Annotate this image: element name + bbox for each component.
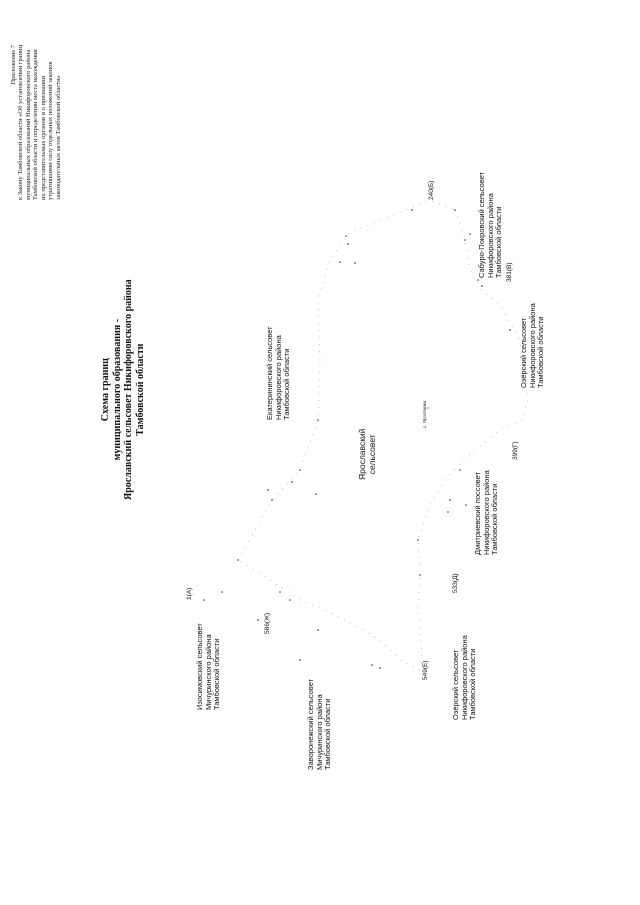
region-line: Мичуринского района [203, 634, 213, 710]
region-label-zavoronezhsky [307, 679, 333, 770]
region-line: Озёрский сельсовет [519, 317, 528, 388]
region-line: Дмитриевский поссовет [473, 471, 482, 555]
region-label-iskrovsky [196, 623, 222, 710]
title-line: муниципального образования - [111, 318, 123, 461]
point-label-533d: 533(Д) [452, 573, 459, 593]
title-line: Схема границ [100, 358, 111, 422]
region-line: Сабуро-Покровский сельсовет [477, 171, 486, 278]
appendix-line: Тамбовской области и определении места нахождения [32, 49, 40, 200]
region-line: Мичуринского района [314, 694, 324, 770]
point-label-586zh: 586(Ж) [264, 612, 271, 634]
region-line: Никифоровского района [481, 470, 491, 555]
region-label-ekaterininsky [266, 326, 292, 420]
appendix-line: к Закону Тамбовской области «Об установлении границ [17, 44, 25, 200]
region-line: Никифоровского района [273, 335, 283, 420]
appendix-line: муниципальных образований Никифоровского района [24, 49, 32, 200]
region-line: Никифоровского района [459, 635, 469, 720]
region-line: Тамбовской области [536, 316, 546, 388]
region-line: Тамбовской области [282, 348, 292, 420]
appendix-block [10, 45, 62, 200]
region-label-dmitrievsky [474, 470, 500, 555]
village-label: с. Ярославка [422, 400, 427, 428]
appendix-line: законодательных актов Тамбовской области» [54, 75, 62, 200]
point-label-240b: 240(Б) [428, 180, 435, 200]
region-line: Никифоровского района [527, 303, 537, 388]
title-line: Тамбовской области [134, 343, 146, 436]
region-line: Изосимовский сельсовет [195, 623, 204, 710]
title-line: Ярославский сельсовет Никифоровского района [123, 279, 134, 500]
point-label-1a: 1(А) [186, 587, 193, 600]
region-line: Заворонежский сельсовет [306, 678, 315, 770]
region-label-yaroslavsky [358, 429, 378, 480]
region-label-ozersky-left [452, 635, 478, 720]
appendix-line: утратившими силу отдельных положений законов [47, 61, 55, 200]
region-line: сельсовет [366, 434, 377, 475]
region-line: Никифоровского района [485, 193, 495, 278]
map-title [100, 279, 146, 500]
region-line: Тамбовской области [323, 698, 333, 770]
point-label-381v: 381(В) [506, 262, 513, 282]
region-line: Тамбовской области [212, 638, 222, 710]
region-label-ozersky-right [520, 303, 546, 388]
point-label-549e: 549(Е) [422, 660, 429, 680]
point-label-399g: 399(Г) [512, 441, 519, 460]
region-line: Тамбовской области [490, 483, 500, 555]
appendix-line: Приложение 7 [10, 44, 17, 85]
region-line: Тамбовской области [494, 206, 504, 278]
appendix-line: их представительных органов и о признании [39, 75, 47, 200]
region-line: Екатерининский сельсовет [265, 326, 274, 420]
region-label-saburo [478, 172, 504, 278]
region-line: Тамбовской области [468, 648, 478, 720]
region-line: Озёрский сельсовет [451, 649, 460, 720]
region-line: Ярославский [357, 428, 367, 480]
